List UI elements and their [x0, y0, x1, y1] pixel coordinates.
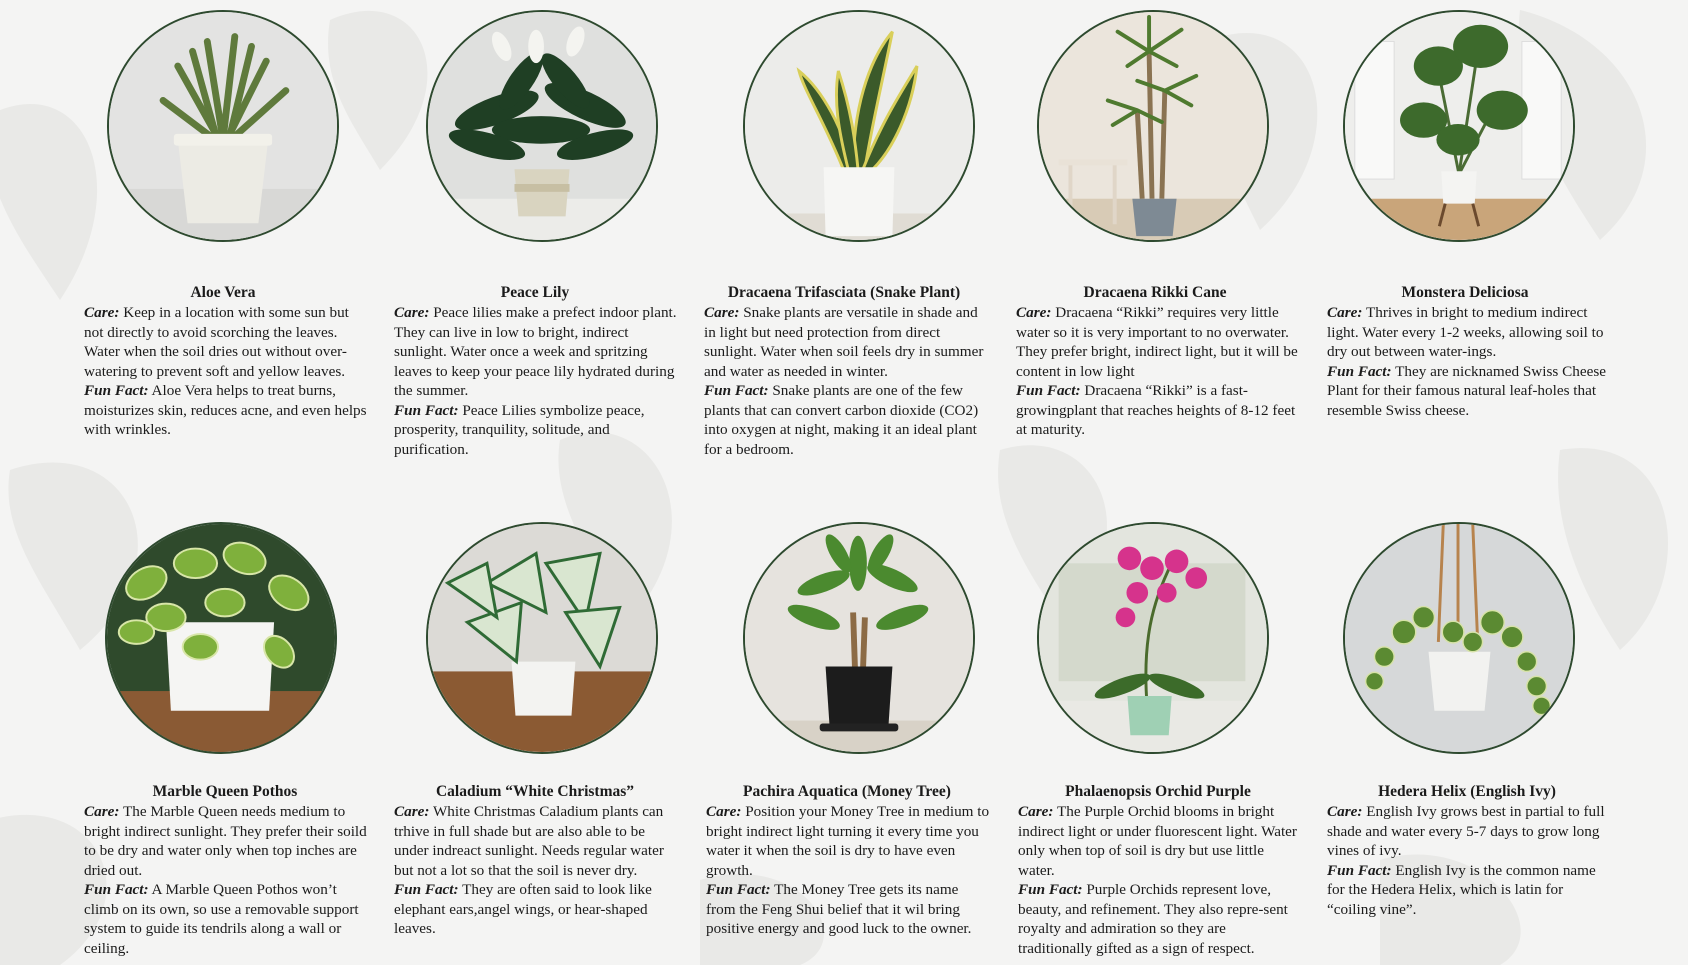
fun-fact-text: Snake plants are one of the few plants that can convert carbon dioxide (CO2) into oxygen at night, making it an ideal plant for a bedroom.	[704, 382, 979, 458]
fun-fact-text: Purple Orchids represent love, beauty, and refinement. They also repre-sent royalty and admiration so they are traditionally gifted as a sign of respect.	[1018, 881, 1288, 957]
fun-fact-label: Fun Fact:	[84, 881, 149, 898]
care-label: Care:	[704, 304, 740, 321]
plant-photo	[426, 10, 658, 242]
fun-fact-label: Fun Fact:	[1327, 362, 1392, 380]
plant-photo	[1037, 10, 1269, 242]
fun-fact-label: Fun Fact:	[84, 382, 149, 399]
fun-fact-label: Fun Fact:	[394, 401, 459, 419]
care-label: Care:	[84, 803, 120, 820]
care-text: White Christmas Caladium plants can trhive in full shade but are also able to be under indreact sunlight. Needs regular water but not a lot so that the soil is never dry.	[394, 803, 664, 879]
care-label: Care:	[394, 304, 430, 321]
plant-photo	[426, 522, 658, 754]
plant-name: Monstera Deliciosa	[1401, 284, 1529, 301]
plant-description	[1016, 303, 1300, 440]
plant-photo	[1037, 522, 1269, 754]
care-label: Care:	[1016, 304, 1052, 321]
care-label: Care:	[1327, 803, 1363, 820]
fun-fact-text: Dracaena “Rikki” is a fast-growingplant that reaches heights of 8-12 feet at maturity.	[1016, 382, 1296, 438]
fun-fact-text: The Money Tree gets its name from the Feng Shui belief that it wil bring positive energy and good luck to the owner.	[706, 881, 972, 937]
plant-name: Dracaena Trifasciata (Snake Plant)	[727, 284, 961, 301]
plant-photo	[743, 522, 975, 754]
care-label: Care:	[394, 803, 430, 820]
plant-name: Peace Lily	[500, 284, 570, 301]
plant-description	[394, 802, 678, 939]
care-text: English Ivy grows best in partial to full shade and water every 5-7 days to grow long vines of ivy.	[1327, 803, 1605, 859]
care-text: Peace lilies make a prefect indoor plant. They can live in low to bright, indirect sunlight. Water once a week and spritzing leaves to keep your peace lily hydrated during the summer.	[394, 304, 677, 399]
plant-name: Caladium “White Christmas”	[435, 783, 635, 800]
fun-fact-text: They are nicknamed Swiss Cheese Plant for their famous natural leaf-holes that resemble Swiss cheese.	[1327, 362, 1606, 419]
fun-fact-text: Aloe Vera helps to treat burns, moisturizes skin, reduces acne, and even helps with wrinkles.	[84, 382, 367, 438]
plant-name: Dracaena Rikki Cane	[1083, 284, 1227, 301]
care-label: Care:	[706, 803, 742, 820]
plant-description	[1018, 802, 1302, 958]
plant-name: Aloe Vera	[190, 284, 256, 301]
plant-description	[84, 303, 368, 440]
plant-description	[706, 802, 990, 939]
fun-fact-label: Fun Fact:	[394, 881, 459, 898]
care-text: Keep in a location with some sun but not directly to avoid scorching the leaves. Water when the soil dries out without over-watering to prevent soft and yellow leaves.	[84, 304, 349, 380]
fun-fact-text: A Marble Queen Pothos won’t climb on its own, so use a removable support system to guide its tendrils along a wall or ceiling.	[84, 881, 359, 957]
plant-photo	[1343, 522, 1575, 754]
care-text: The Marble Queen needs medium to bright indirect sunlight. They prefer their soild to be dry and water only when top inches are dried out.	[84, 803, 367, 879]
care-text: Snake plants are versatile in shade and in light but need protection from direct sunlight. Water when soil feels dry in summer and water as needed in winter.	[704, 304, 984, 380]
fun-fact-text: They are often said to look like elephant ears,angel wings, or hear-shaped leaves.	[394, 881, 652, 937]
plant-name: Hedera Helix (English Ivy)	[1378, 783, 1556, 800]
fun-fact-text: English Ivy is the common name for the Hedera Helix, which is latin for “coiling vine”.	[1327, 861, 1596, 918]
fun-fact-label: Fun Fact:	[1016, 382, 1081, 399]
plant-description	[1327, 802, 1611, 919]
plant-photo	[743, 10, 975, 242]
plant-description	[1327, 303, 1611, 420]
care-label: Care:	[1018, 803, 1054, 820]
plant-photo	[107, 10, 339, 242]
care-text: Position your Money Tree in medium to bright indirect light turning it every time you water it when the soil is dry to have even growth.	[706, 803, 990, 879]
plant-name: Marble Queen Pothos	[152, 783, 298, 800]
care-text: Thrives in bright to medium indirect light. Water every 1-2 weeks, allowing soil to dry out between water-ings.	[1327, 304, 1604, 360]
fun-fact-label: Fun Fact:	[706, 881, 771, 898]
plant-name: Pachira Aquatica (Money Tree)	[743, 783, 951, 800]
plant-photo	[1343, 10, 1575, 242]
care-label: Care:	[84, 304, 120, 321]
care-text: The Purple Orchid blooms in bright indirect light or under fluorescent light. Water only when top of soil is dry but use little water.	[1018, 803, 1297, 879]
fun-fact-label: Fun Fact:	[1018, 881, 1083, 898]
care-text: Dracaena “Rikki” requires very little water so it is very important to no overwater. They prefer bright, indirect light, but it will be content in low light	[1016, 304, 1298, 380]
fun-fact-label: Fun Fact:	[704, 382, 769, 399]
care-label: Care:	[1327, 304, 1363, 321]
plant-description	[704, 303, 988, 459]
plant-photo	[105, 522, 337, 754]
plant-description	[84, 802, 368, 958]
plant-description	[394, 303, 678, 459]
fun-fact-text: Peace Lilies symbolize peace, prosperity, tranquility, solitude, and purification.	[394, 401, 645, 458]
plant-name: Phalaenopsis Orchid Purple	[1065, 783, 1251, 800]
fun-fact-label: Fun Fact:	[1327, 861, 1392, 879]
